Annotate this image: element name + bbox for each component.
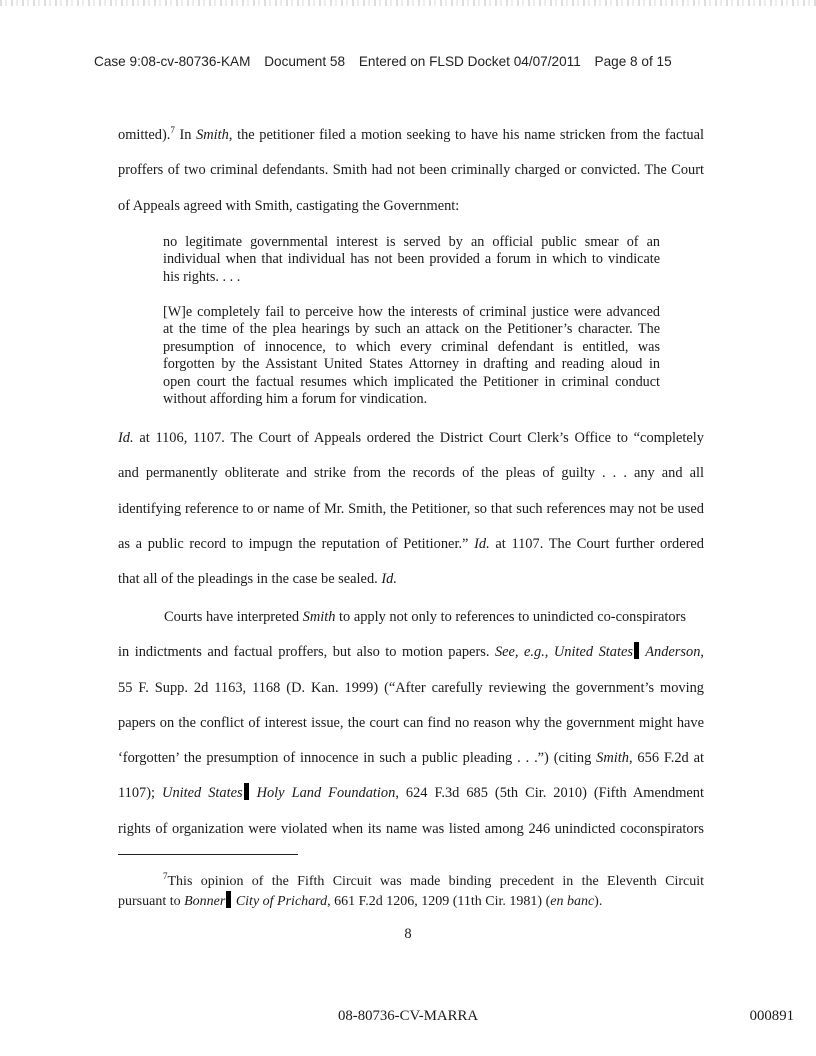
page-indicator: Page 8 of 15 [594, 54, 672, 69]
text-line: papers on the conflict of interest issue, the court can find no reason why the government might have [118, 714, 704, 731]
quote-line: without affording him a forum for vindication. [163, 391, 428, 408]
text-line: ‘forgotten’ the presumption of innocence in such a public pleading . . .”) (citing Smith, 656 F.2d at [118, 750, 704, 767]
bates-number: 000891 [749, 1008, 794, 1024]
text-line: rights of organization were violated when its name was listed among 246 unindicted coconspirators [118, 820, 704, 837]
case-number: Case 9:08-cv-80736-KAM [94, 54, 251, 69]
text-line: in indictments and factual proffers, but also to motion papers. See, e.g., United States Anderson, [118, 644, 705, 661]
quote-line: at the time of the plea hearings by such an attack on the Petitioner’s character. The [163, 321, 660, 338]
footnote-divider [118, 854, 298, 855]
block-quote-2 [163, 304, 660, 408]
paragraph-court-order [118, 421, 704, 597]
text-line: of Appeals agreed with Smith, castigating the Government: [118, 197, 460, 214]
text-line: 55 F. Supp. 2d 1163, 1168 (D. Kan. 1999) (“After carefully reviewing the government’s moving [118, 679, 704, 696]
redaction-mark [226, 891, 231, 908]
paragraph-smith-intro [118, 118, 704, 224]
redaction-mark [244, 783, 249, 800]
document-number: Document 58 [264, 54, 346, 69]
quote-line: presumption of innocence, to which every criminal defendant is entitled, was [163, 338, 660, 355]
text-line: as a public record to impugn the reputation of Petitioner.” Id. at 1107. The Court further ordered [118, 535, 704, 552]
paragraph-courts-interpreted [118, 600, 704, 847]
text-line: and permanently obliterate and strike from the records of the pleas of guilty . . . any and all [118, 465, 704, 482]
block-quote-1 [163, 234, 660, 286]
page-number: 8 [404, 926, 412, 942]
redaction-mark [634, 642, 639, 659]
quote-line: no legitimate governmental interest is served by an official public smear of an [163, 234, 660, 250]
text-line: Id. at 1106, 1107. The Court of Appeals ordered the District Court Clerk’s Office to “completely [118, 430, 704, 446]
quote-line: [W]e completely fail to perceive how the interests of criminal justice were advanced [163, 304, 660, 320]
text-line: Courts have interpreted Smith to apply not only to references to unindicted co-conspirators [164, 609, 686, 625]
text-line: 1107); United States Holy Land Foundation, 624 F.3d 685 (5th Cir. 2010) (Fifth Amendment [118, 785, 704, 802]
text-line: that all of the pleadings in the case be sealed. Id. [118, 571, 397, 588]
quote-line: forgotten by the Assistant United States Attorney in drafting and reading aloud in [163, 356, 660, 373]
docket-entry: Entered on FLSD Docket 04/07/2011 [358, 54, 581, 69]
quote-line: open court the factual resumes which implicated the Petitioner in criminal conduct [163, 373, 660, 390]
footnote-line: $^7$This opinion of the Fifth Circuit was made binding precedent in the Eleventh Circuit [163, 871, 704, 889]
scan-artifact-top [0, 0, 816, 6]
footnote-ref-7: 7 [170, 125, 175, 135]
footnote-7 [118, 873, 704, 911]
quote-line: his rights. . . . [163, 268, 241, 285]
text-line: identifying reference to or name of Mr. Smith, the Petitioner, so that such references may not be used [118, 500, 704, 517]
court-header [94, 54, 754, 69]
text-line: proffers of two criminal defendants. Smith had not been criminally charged or convicted. The Court [118, 162, 704, 179]
quote-line: individual when that individual has not been provided a forum in which to vindicate [163, 251, 660, 268]
footnote-line: pursuant to Bonner City of Prichard, 661 F.2d 1206, 1209 (11th Cir. 1981) (en banc). [118, 891, 704, 911]
text-line: omitted).$^7$ In Smith, the petitioner filed a motion seeking to have his name stricken from the factual [118, 125, 704, 143]
bates-case-label: 08-80736-CV-MARRA [337, 1008, 479, 1024]
